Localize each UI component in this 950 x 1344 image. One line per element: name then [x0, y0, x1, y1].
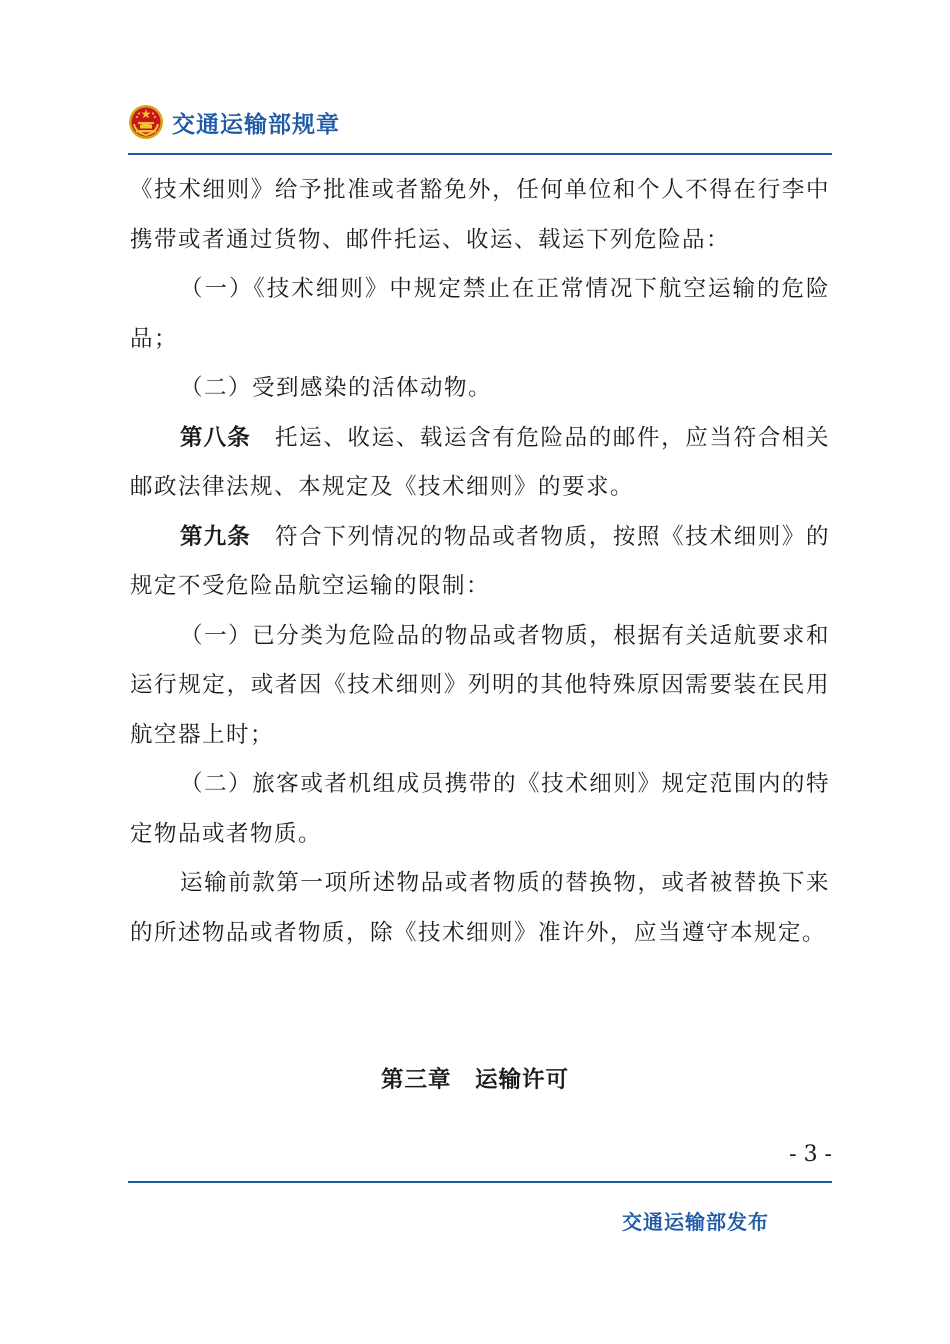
article-9 [130, 513, 830, 612]
article-8-text: 托运、收运、载运含有危险品的邮件，应当符合相关邮政法律法规、本规定及《技术细则》的要求。 [130, 424, 830, 500]
page-header [128, 100, 340, 144]
article-9-text: 符合下列情况的物品或者物质，按照《技术细则》的规定不受危险品航空运输的限制： [130, 523, 830, 599]
document-body [130, 166, 830, 958]
paragraph-continuation: 《技术细则》给予批准或者豁免外，任何单位和个人不得在行李中携带或者通过货物、邮件托运、收运、载运下列危险品： [130, 177, 830, 253]
paragraph-item-2: （二）受到感染的活体动物。 [180, 375, 493, 401]
paragraph-item-1: （一）《技术细则》中规定禁止在正常情况下航空运输的危险品； [130, 276, 830, 352]
article-9-label: 第九条 [180, 523, 251, 550]
national-emblem-icon [128, 104, 164, 140]
chapter-title: 第三章 运输许可 [380, 1067, 569, 1093]
article-8 [130, 414, 830, 513]
page-number: - 3 - [789, 1142, 832, 1167]
paragraph-article-9-item-2: （二）旅客或者机组成员携带的《技术细则》规定范围内的特定物品或者物质。 [130, 771, 830, 847]
header-divider [128, 153, 832, 155]
article-8-label: 第八条 [180, 424, 251, 451]
footer-publisher: 交通运输部发布 [622, 1210, 769, 1234]
header-title: 交通运输部规章 [172, 111, 340, 138]
footer-divider [128, 1181, 832, 1183]
paragraph-article-9-clause: 运输前款第一项所述物品或者物质的替换物，或者被替换下来的所述物品或者物质，除《技术细则》准许外，应当遵守本规定。 [130, 870, 830, 946]
paragraph-article-9-item-1: （一）已分类为危险品的物品或者物质，根据有关适航要求和运行规定，或者因《技术细则》列明的其他特殊原因需要装在民用航空器上时； [130, 622, 830, 748]
